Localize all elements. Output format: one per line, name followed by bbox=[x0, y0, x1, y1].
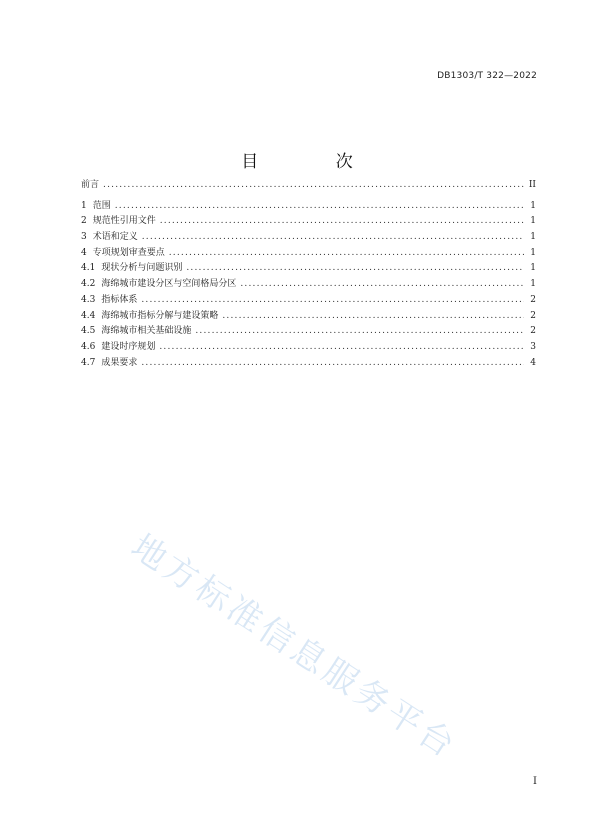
toc-entry-4-7[interactable] bbox=[81, 356, 536, 372]
toc-entry-label: 海绵城市指标分解与建设策略 bbox=[101, 310, 219, 321]
toc-title: 目 次 bbox=[241, 152, 389, 172]
toc-leader-dots bbox=[142, 230, 524, 246]
toc-entry-page: 1 bbox=[530, 247, 536, 258]
toc-entry-label: 建设时序规划 bbox=[101, 341, 156, 352]
toc-entry-4-6[interactable] bbox=[81, 340, 536, 356]
toc-entry-page: 1 bbox=[530, 200, 536, 211]
toc-entry-label: 成果要求 bbox=[101, 357, 138, 368]
toc-entry-number: 4.3 bbox=[81, 294, 96, 305]
toc-entry-page: 1 bbox=[530, 216, 536, 227]
toc-entry-number: 4.1 bbox=[81, 263, 96, 274]
toc-entry-label: 海绵城市建设分区与空间格局分区 bbox=[101, 279, 237, 290]
toc-entry-page: 1 bbox=[530, 232, 536, 243]
toc-entry-label: 规范性引用文件 bbox=[92, 216, 156, 227]
toc-entry-3[interactable] bbox=[81, 230, 536, 246]
toc-entry-number: 4.5 bbox=[81, 326, 96, 337]
toc-entry-4-1[interactable] bbox=[81, 261, 536, 277]
toc-leader-dots bbox=[240, 277, 524, 293]
document-code: DB1303/T 322—2022 bbox=[437, 71, 537, 81]
toc-entry-foreword[interactable] bbox=[81, 178, 536, 194]
toc-entry-page: 2 bbox=[530, 310, 536, 321]
toc-entry-4-3[interactable] bbox=[81, 293, 536, 309]
toc-entry-label: 指标体系 bbox=[101, 294, 138, 305]
toc-entry-number: 4.4 bbox=[81, 310, 96, 321]
toc-entry-label: 前言 bbox=[81, 180, 100, 190]
toc-entry-1[interactable] bbox=[81, 199, 536, 215]
toc-entry-number: 4.2 bbox=[81, 279, 96, 290]
toc-entry-4-5[interactable] bbox=[81, 324, 536, 340]
watermark: 地方标准信息服务平台 bbox=[123, 526, 465, 768]
toc-entry-number: 1 bbox=[81, 200, 87, 211]
toc-entry-4-4[interactable] bbox=[81, 309, 536, 325]
toc-leader-dots bbox=[141, 356, 524, 372]
toc-entry-page: 2 bbox=[530, 326, 536, 337]
page-number: I bbox=[533, 776, 537, 787]
toc-entry-page: II bbox=[528, 180, 536, 190]
toc-entry-page: 1 bbox=[530, 263, 536, 274]
toc-entry-page: 4 bbox=[530, 357, 536, 368]
toc-entry-number: 4.6 bbox=[81, 341, 96, 352]
toc-entry-page: 3 bbox=[530, 341, 536, 352]
toc-entry-number: 3 bbox=[81, 232, 87, 243]
toc-entry-label: 海绵城市相关基础设施 bbox=[101, 326, 192, 337]
toc-leader-dots bbox=[160, 214, 524, 230]
toc-entry-page: 1 bbox=[530, 279, 536, 290]
toc-leader-dots bbox=[195, 324, 524, 340]
toc-leader-dots bbox=[115, 199, 524, 215]
toc-entry-number: 2 bbox=[81, 216, 87, 227]
toc-entry-number: 4 bbox=[81, 247, 87, 258]
toc-entry-4-2[interactable] bbox=[81, 277, 536, 293]
toc-leader-dots bbox=[222, 309, 524, 325]
toc-entry-number: 4.7 bbox=[81, 357, 96, 368]
toc-leader-dots bbox=[103, 178, 524, 194]
toc-entry-label: 现状分析与问题识别 bbox=[101, 263, 183, 274]
toc-entry-2[interactable] bbox=[81, 214, 536, 230]
toc-leader-dots bbox=[159, 340, 524, 356]
toc-entry-label: 范围 bbox=[92, 200, 111, 211]
toc-entry-page: 2 bbox=[530, 294, 536, 305]
toc-leader-dots bbox=[186, 261, 524, 277]
toc-entry-label: 术语和定义 bbox=[92, 232, 138, 243]
table-of-contents bbox=[81, 178, 536, 371]
toc-leader-dots bbox=[141, 293, 524, 309]
toc-entry-label: 专项规划审查要点 bbox=[92, 247, 165, 258]
toc-entry-4[interactable] bbox=[81, 246, 536, 262]
toc-leader-dots bbox=[169, 246, 524, 262]
